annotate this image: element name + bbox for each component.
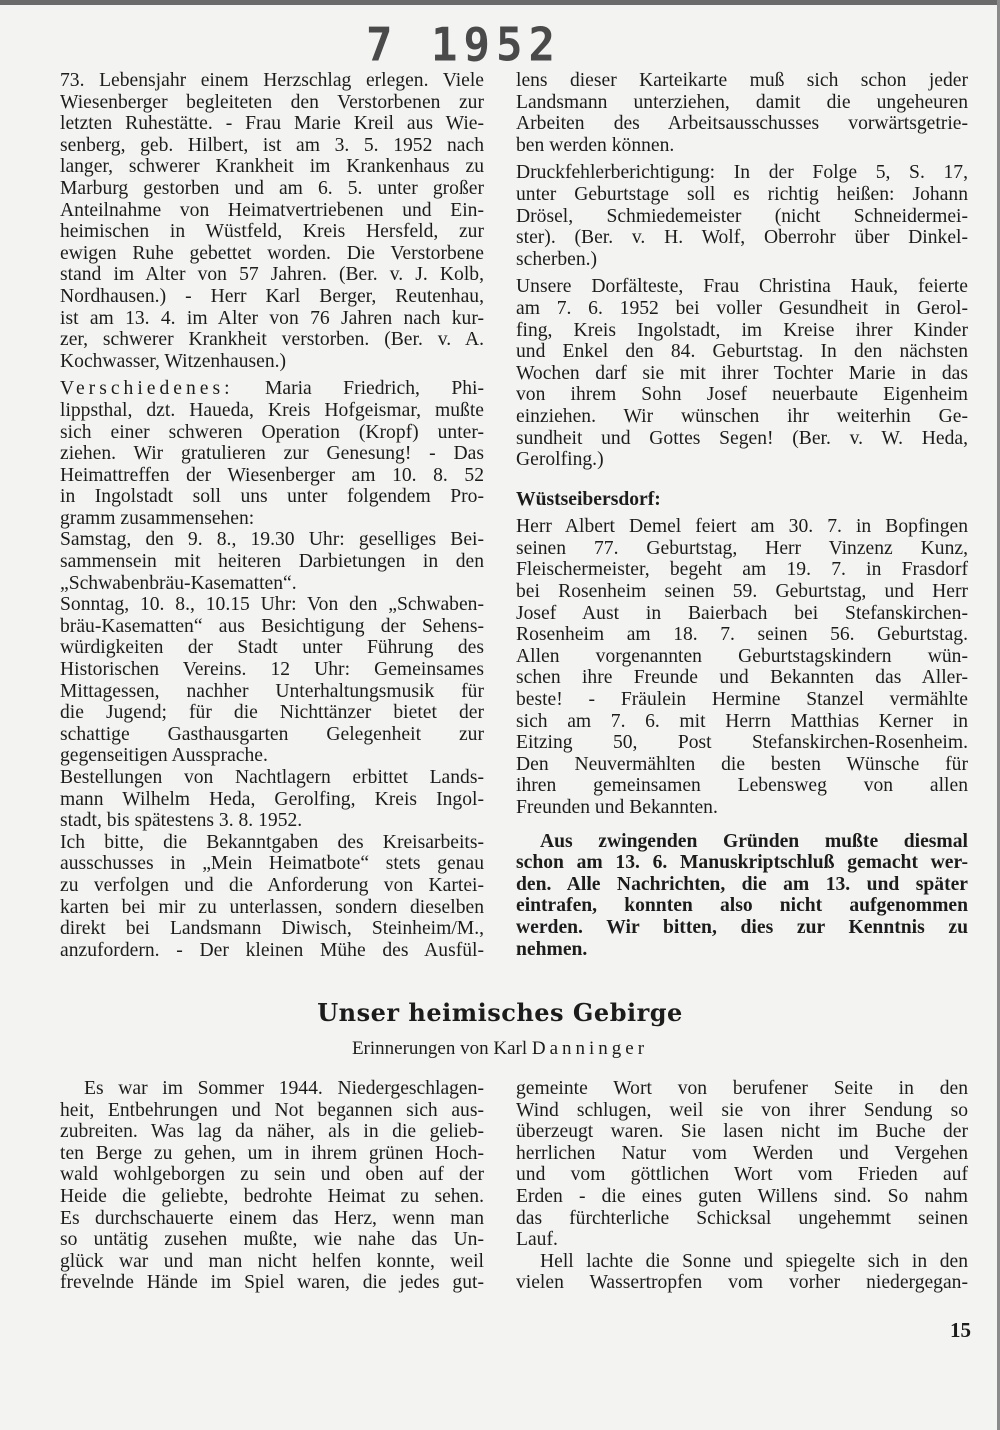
text-line: Heide die geliebte, bedrohte Heimat zu sehen. xyxy=(60,1185,484,1207)
text-line: stadt, bis spätestens 3. 8. 1952. xyxy=(60,810,303,832)
text-line: die Jugend; für die Nichttänzer bietet der xyxy=(60,702,484,724)
text-line: Historischen Vereins. 12 Uhr: Gemeinsames xyxy=(60,659,484,681)
text-line: seinen 77. Geburtstag, Herr Vinzenz Kunz, xyxy=(516,537,968,559)
text-line: zu verfolgen und die Anforderung von Kartei- xyxy=(60,874,484,896)
text-line: Samstag, den 9. 8., 19.30 Uhr: geselliges Bei- xyxy=(60,529,484,551)
text-line: nehmen. xyxy=(516,938,588,960)
text-line: Den Neuvermählten die besten Wünsche für xyxy=(516,753,968,775)
text-line: Hell lachte die Sonne und spiegelte sich in den xyxy=(540,1250,968,1272)
article-byline xyxy=(0,1038,1000,1060)
text-line: glück war und man nicht helfen konnte, weil xyxy=(60,1250,484,1272)
text-line: in Ingolstadt soll uns unter folgendem Pro- xyxy=(60,486,484,508)
text-line: letzten Ruhestätte. - Frau Marie Kreil aus Wie- xyxy=(60,113,484,135)
line-text: Maria Friedrich, Phi- xyxy=(233,378,484,400)
article-left-column xyxy=(60,1078,484,1294)
text-line: langer, schwerer Krankheit im Krankenhaus zu xyxy=(60,156,484,178)
text-line: ster). (Ber. v. H. Wolf, Oberrohr über Dinkel- xyxy=(516,227,968,249)
text-line: Erden - die eines guten Willens sind. So nahm xyxy=(516,1185,968,1207)
text-line: Allen vorgenannten Geburtstagskindern wün- xyxy=(516,645,968,667)
text-line: „Schwabenbräu-Kasematten“. xyxy=(60,572,297,594)
text-line: Wüstseibersdorf: xyxy=(516,488,661,510)
text-line: Wochen darf sie mit ihrer Tochter Marie in das xyxy=(516,362,968,384)
text-line: unter Geburtstage soll es richtig heißen: Johann xyxy=(516,183,968,205)
text-line: Gerolfing.) xyxy=(516,449,604,471)
text-line: Ich bitte, die Bekanntgaben des Kreisarbeits- xyxy=(60,831,484,853)
text-line: sich einer schweren Operation (Kropf) unter- xyxy=(60,421,484,443)
text-line: Es durchschauerte einem das Herz, wenn man xyxy=(60,1207,484,1229)
text-line: ewigen Ruhe gebettet worden. Die Verstorbene xyxy=(60,242,484,264)
text-line: stand im Alter von 57 Jahren. (Ber. v. J. Kolb, xyxy=(60,264,484,286)
byline-author: Danninger xyxy=(531,1038,649,1059)
text-line: wald wohlgeborgen zu sein und oben auf der xyxy=(60,1164,484,1186)
text-line: ihren gemeinsamen Lebensweg von allen xyxy=(516,775,968,797)
section-label: Verschiedenes: xyxy=(60,378,234,400)
text-line: so untätig zusehen mußte, wie nahe das Un- xyxy=(60,1229,484,1251)
text-line: sich am 7. 6. mit Herrn Matthias Kerner in xyxy=(516,710,968,732)
text-line: vielen Wassertropfen vom vorher niedergegan- xyxy=(516,1272,968,1294)
text-line: und Enkel den 84. Geburtstag. In den nächsten xyxy=(516,341,968,363)
text-line: frevelnde Hände im Spiel waren, die jedes gut- xyxy=(60,1272,484,1294)
text-line: Landsmann unterziehen, damit die ungeheuren xyxy=(516,91,968,113)
page-number: 15 xyxy=(950,1318,971,1342)
text-line: ten Berge zu gehen, um in ihrem grünen Hoch- xyxy=(60,1142,484,1164)
scan-top-border xyxy=(0,0,1000,5)
text-line: Aus zwingenden Gründen mußte diesmal xyxy=(540,830,968,852)
text-line: senberg, geb. Hilbert, ist am 3. 5. 1952 nach xyxy=(60,134,484,156)
byline-prefix: Erinnerungen von Karl xyxy=(351,1038,528,1059)
text-line xyxy=(60,378,484,400)
text-line: direkt bei Landsmann Diwisch, Steinheim/M., xyxy=(60,918,484,940)
text-line: ziehen. Wir gratulieren zur Genesung! - Das xyxy=(60,443,484,465)
article-title: Unser heimisches Gebirge xyxy=(317,998,683,1027)
text-line: 73. Lebensjahr einem Herzschlag erlegen. Viele xyxy=(60,70,484,91)
text-line: zer, schwerer Krankheit verstorben. (Ber. v. A. xyxy=(60,329,484,351)
text-line: von ihrem Sohn Josef neuerbaute Eigenheim xyxy=(516,384,968,406)
text-line: herrlichen Natur vom Werden und Vergehen xyxy=(516,1142,968,1164)
text-line: sammensein mit heiteren Darbietungen in den xyxy=(60,551,484,573)
text-line: heimischen in Wüstfeld, Kreis Hersfeld, zur xyxy=(60,221,484,243)
text-line: Lauf. xyxy=(516,1229,558,1251)
text-line: anzufordern. - Der kleinen Mühe des Ausfül- xyxy=(60,939,484,961)
text-line: schon am 13. 6. Manuskriptschluß gemacht wer- xyxy=(516,852,968,874)
text-line: Unsere Dorfälteste, Frau Christina Hauk, feierte xyxy=(516,276,968,298)
text-line: und vom göttlichen Wort vom Frieden auf xyxy=(516,1164,968,1186)
text-line: einziehen. Wir wünschen ihr weiterhin Ge- xyxy=(516,405,968,427)
text-line: Sonntag, 10. 8., 10.15 Uhr: Von den „Schwaben- xyxy=(60,594,484,616)
text-line: Marburg gestorben und am 6. 5. unter großer xyxy=(60,177,484,199)
text-line: Freunden und Bekannten. xyxy=(516,797,718,818)
text-line: Anteilnahme von Heimatvertriebenen und Ein- xyxy=(60,199,484,221)
text-line: Rosenheim am 18. 7. seinen 56. Geburtstag. xyxy=(516,624,968,646)
text-line: scherben.) xyxy=(516,248,598,270)
text-line: Druckfehlerberichtigung: In der Folge 5, S. 17, xyxy=(516,162,968,184)
text-line: schen ihre Freunde und Bekannten das Aller- xyxy=(516,667,968,689)
text-line: werden. Wir bitten, dies zur Kenntnis zu xyxy=(516,916,968,938)
text-line: Drösel, Schmiedemeister (nicht Schneidermei- xyxy=(516,205,968,227)
text-line: ausschusses in „Mein Heimatbote“ stets genau xyxy=(60,853,484,875)
text-line: eintrafen, konnten also nicht aufgenommen xyxy=(516,895,968,917)
issue-date-stamp: 7 1952 xyxy=(366,18,561,73)
text-line: schattige Gasthausgarten Gelegenheit zur xyxy=(60,723,484,745)
top-left-column xyxy=(60,70,484,961)
text-line: Heimattreffen der Wiesenberger am 10. 8. 52 xyxy=(60,464,484,486)
top-right-column xyxy=(516,70,968,960)
text-line: überzeugt waren. Sie lasen nicht im Buche der xyxy=(516,1121,968,1143)
text-line: Es war im Sommer 1944. Niedergeschlagen- xyxy=(84,1078,484,1099)
text-line: das fürchterliche Schicksal ungehemmt seinen xyxy=(516,1207,968,1229)
text-line: gegenseitigen Aussprache. xyxy=(60,745,268,767)
text-line: karten bei mir zu unterlassen, sondern dieselben xyxy=(60,896,484,918)
text-line: beste! - Fräulein Hermine Stanzel vermählte xyxy=(516,689,968,711)
text-line: gramm zusammensehen: xyxy=(60,507,255,529)
text-line: Josef Aust in Baierbach bei Stefanskirchen- xyxy=(516,602,968,624)
text-line: würdigkeiten der Stadt unter Führung des xyxy=(60,637,484,659)
text-line: Arbeiten des Arbeitsausschusses vorwärtsgetrie- xyxy=(516,113,968,135)
text-line: mann Wilhelm Heda, Gerolfing, Kreis Ingol- xyxy=(60,788,484,810)
text-line: gemeinte Wort von berufener Seite in den xyxy=(516,1078,968,1099)
text-line: Mittagessen, nachher Unterhaltungsmusik für xyxy=(60,680,484,702)
text-line: Herr Albert Demel feiert am 30. 7. in Bopfingen xyxy=(516,516,968,538)
text-line: Wind schlugen, weil sie von ihrer Sendung so xyxy=(516,1099,968,1121)
text-line: Kochwasser, Witzenhausen.) xyxy=(60,350,287,372)
text-line: Nordhausen.) - Herr Karl Berger, Reutenhau, xyxy=(60,285,484,307)
text-line: heit, Entbehrungen und Not begannen sich aus- xyxy=(60,1099,484,1121)
text-line: lippsthal, dzt. Haueda, Kreis Hofgeismar, mußte xyxy=(60,399,484,421)
text-line: lens dieser Karteikarte muß sich schon jeder xyxy=(516,70,968,91)
text-line: den. Alle Nachrichten, die am 13. und später xyxy=(516,873,968,895)
article-right-column xyxy=(516,1078,968,1294)
text-line: ben werden können. xyxy=(516,134,675,156)
text-line: ist am 13. 4. im Alter von 76 Jahren nach kur- xyxy=(60,307,484,329)
text-line: Eitzing 50, Post Stefanskirchen-Rosenheim. xyxy=(516,732,968,754)
text-line: Wiesenberger begleiteten den Verstorbenen zur xyxy=(60,91,484,113)
text-line: Fleischermeister, begeht am 19. 7. in Frasdorf xyxy=(516,559,968,581)
text-line: Bestellungen von Nachtlagern erbittet Lands- xyxy=(60,767,484,788)
text-line: zubreiten. Was lag da näher, als in die gelieb- xyxy=(60,1121,484,1143)
text-line: am 7. 6. 1952 bei voller Gesundheit in Gerol- xyxy=(516,297,968,319)
text-line: sundheit und Gottes Segen! (Ber. v. W. Heda, xyxy=(516,427,968,449)
text-line: bei Rosenheim seinen 59. Geburtstag, und Herr xyxy=(516,581,968,603)
text-line: bräu-Kasematten“ aus Besichtigung der Sehens- xyxy=(60,615,484,637)
text-line: fing, Kreis Ingolstadt, im Kreise ihrer Kinder xyxy=(516,319,968,341)
